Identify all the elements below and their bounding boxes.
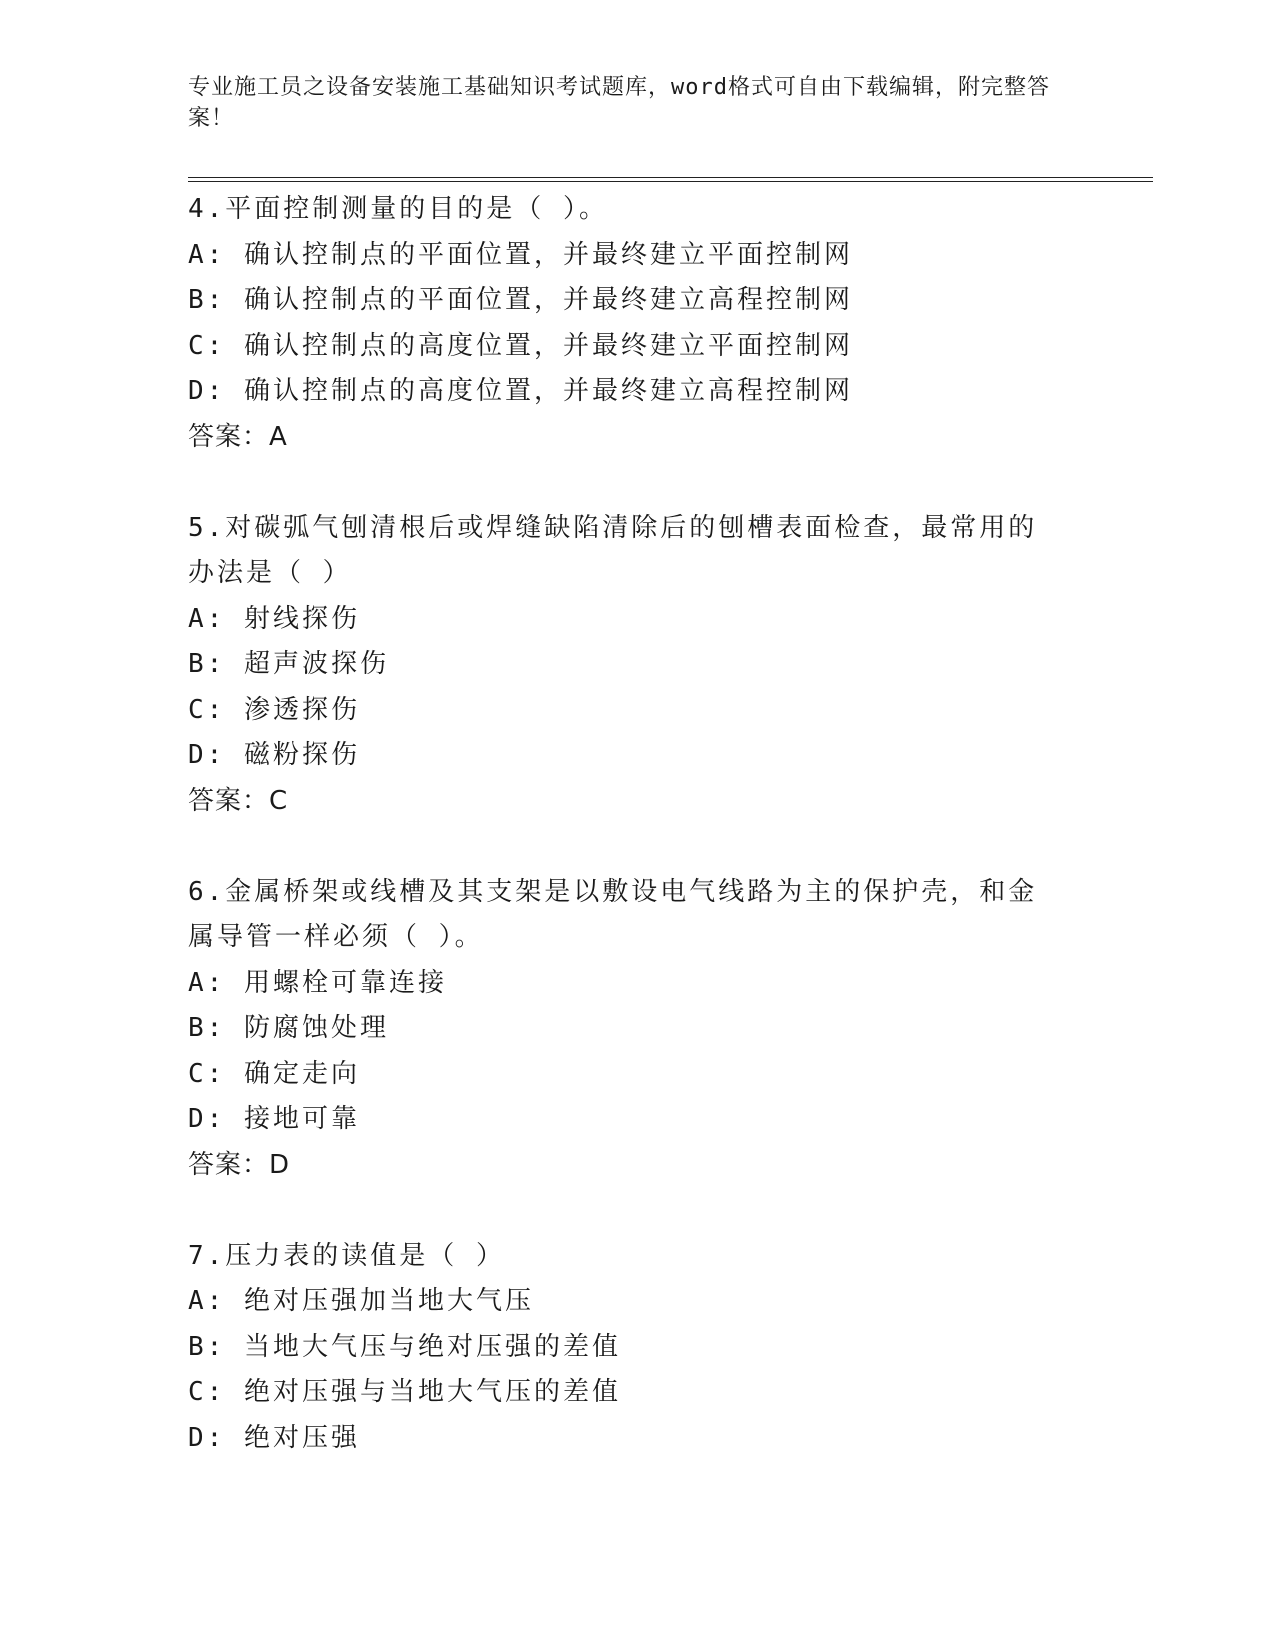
spacer: [188, 824, 1068, 870]
spacer: [188, 1188, 1068, 1234]
option-a: A: 绝对压强加当地大气压: [188, 1286, 534, 1316]
option-b: B: 超声波探伤: [188, 649, 389, 679]
spacer: [188, 460, 1068, 506]
option-c: C: 确定走向: [188, 1058, 360, 1089]
option-b: B: 确认控制点的平面位置，并最终建立高程控制网: [188, 285, 853, 315]
answer-text: 答案：C: [188, 785, 289, 816]
question-stem: 7.压力表的读值是（ ）: [188, 1240, 505, 1271]
answer-text: 答案：A: [188, 421, 288, 452]
option-d: D: 绝对压强: [188, 1422, 360, 1453]
answer-text: 答案：D: [188, 1149, 291, 1180]
question-4: [188, 187, 1068, 460]
option-c: C: 确认控制点的高度位置，并最终建立平面控制网: [188, 330, 853, 361]
question-stem: 5.对碳弧气刨清根后或焊缝缺陷清除后的刨槽表面检查，最常用的办法是（ ）: [188, 512, 1038, 588]
option-b: B: 防腐蚀处理: [188, 1013, 389, 1043]
option-c: C: 渗透探伤: [188, 694, 360, 725]
option-d: D: 接地可靠: [188, 1104, 360, 1134]
option-a: A: 射线探伤: [188, 603, 360, 634]
question-6: [188, 870, 1068, 1189]
question-7: [188, 1234, 1068, 1462]
option-c: C: 绝对压强与当地大气压的差值: [188, 1377, 621, 1407]
question-stem: 4.平面控制测量的目的是（ ）。: [188, 194, 608, 224]
question-stem: 6.金属桥架或线槽及其支架是以敷设电气线路为主的保护壳，和金属导管一样必须（ ）。: [188, 876, 1038, 952]
option-d: D: 确认控制点的高度位置，并最终建立高程控制网: [188, 376, 853, 406]
option-d: D: 磁粉探伤: [188, 740, 360, 770]
question-5: [188, 506, 1068, 825]
option-b: B: 当地大气压与绝对压强的差值: [188, 1331, 621, 1362]
option-a: A: 确认控制点的平面位置，并最终建立平面控制网: [188, 239, 853, 270]
header-rule-bottom: [188, 181, 1153, 182]
question-list: [188, 187, 1068, 1461]
header-rule-top: [188, 177, 1153, 178]
option-a: A: 用螺栓可靠连接: [188, 967, 447, 998]
document-header: 专业施工员之设备安装施工基础知识考试题库，word格式可自由下载编辑，附完整答案！: [188, 75, 1050, 131]
